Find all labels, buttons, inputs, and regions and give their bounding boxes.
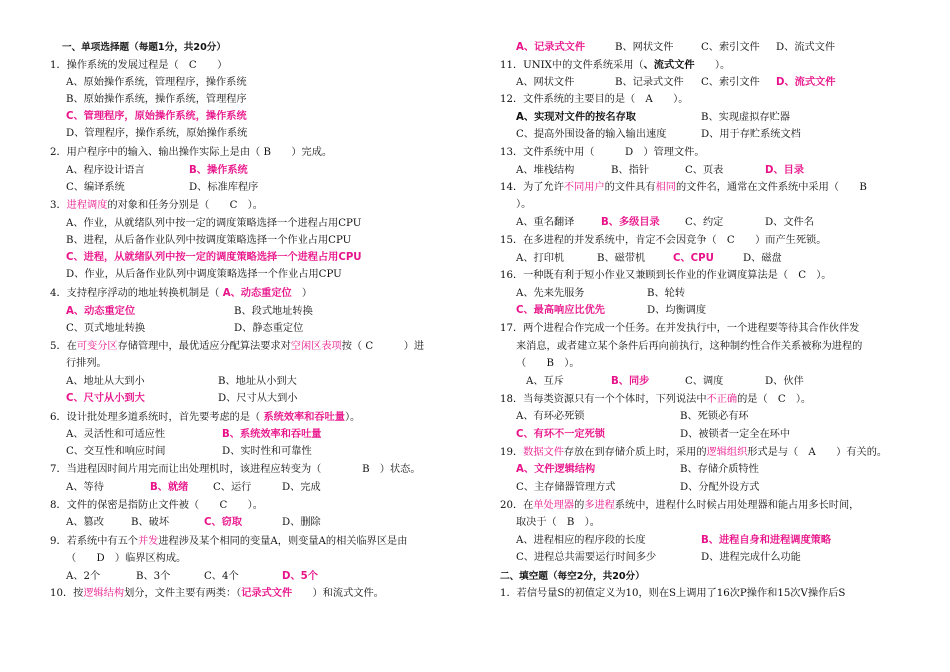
- answer-highlight: A、动态重定位: [222, 288, 292, 299]
- question-14-stem-line-2: ）。: [516, 199, 532, 210]
- question-20-stem-line-2: 取决于（ B ）。: [516, 517, 600, 528]
- question-9-stem: 9．若系统中有五个并发进程涉及某个相同的变量A，则变量A的相关临界区是由: [50, 536, 408, 547]
- question-18-option-a: A、有环必死锁: [516, 411, 585, 422]
- question-17-option-c: C、调度: [685, 376, 724, 387]
- question-1-stem: 1．操作系统的发展过程是（ C ）: [50, 60, 228, 71]
- question-17-stem: 17．两个进程合作完成一个任务。在并发执行中，一个进程要等待其合作伙伴发: [500, 323, 860, 334]
- question-20-option-b-answer: B、进程自身和进程调度策略: [701, 535, 832, 546]
- question-8-option-c-answer: C、窃取: [204, 517, 243, 528]
- question-1-option-c-answer: C、管理程序，原始操作系统，操作系统: [66, 111, 247, 122]
- question-15-stem: 15．在多进程的并发系统中，肯定不会因竞争（ C ）而产生死锁。: [500, 235, 827, 246]
- question-1-option-b: B、原始操作系统，操作系统，管理程序: [66, 94, 247, 105]
- question-1-option-d: D、管理程序，操作系统，原始操作系统: [66, 128, 248, 139]
- question-14-option-c: C、约定: [685, 217, 724, 228]
- question-10-option-c: C、索引文件: [701, 42, 760, 53]
- question-15-option-b: B、磁带机: [597, 253, 646, 264]
- question-13-option-d-answer: D、目录: [765, 165, 805, 176]
- question-19-stem: 19．数据文件存放在到存储介质上时，采用的逻辑组织形式是与（ A ）有关的。: [500, 447, 888, 458]
- question-11-option-c: C、索引文件: [701, 77, 760, 88]
- keyword-highlight: 进程调度: [66, 200, 108, 211]
- question-10-option-b: B、网状文件: [615, 42, 674, 53]
- question-20-option-a: A、进程相应的程序段的长度: [516, 535, 646, 546]
- question-4-option-d: D、静态重定位: [234, 323, 304, 334]
- question-18-option-d: D、被锁者一定全在环中: [680, 429, 791, 440]
- question-8-option-b: B、破坏: [131, 517, 170, 528]
- question-7-option-a: A、等待: [66, 482, 104, 493]
- question-6-option-c: C、交互性和响应时间: [66, 446, 166, 457]
- question-7-stem: 7．当进程因时间片用完而让出处理机时，该进程应转变为（ B ）状态。: [50, 464, 421, 475]
- question-3-option-d: D、作业，从后备作业队列中调度策略选择一个作业占用CPU: [66, 269, 342, 280]
- question-17-stem-line-2: 来消息，或者建立某个条件后再向前执行，这种制约性合作关系被称为进程的: [516, 341, 863, 352]
- question-13-option-c: C、页表: [685, 165, 724, 176]
- question-8-option-a: A、篡改: [66, 517, 104, 528]
- question-18-option-c-answer: C、有环不一定死锁: [516, 429, 605, 440]
- question-6-option-b-answer: B、系统效率和吞吐量: [222, 429, 322, 440]
- question-5-stem-line-2: 行排列。: [66, 358, 107, 369]
- question-11-option-a: A、网状文件: [516, 77, 575, 88]
- question-14-option-a: A、重名翻译: [516, 217, 575, 228]
- question-16-option-b: B、轮转: [647, 288, 686, 299]
- question-9-option-c: C、4个: [204, 571, 239, 582]
- question-19-option-a-answer: A、文件逻辑结构: [516, 464, 596, 475]
- question-6-option-d: D、实时性和可靠性: [222, 446, 312, 457]
- question-5-option-c-answer: C、尺寸从小到大: [66, 393, 145, 404]
- question-4-stem: 4．支持程序浮动的地址转换机制是（ A、动态重定位 ）: [50, 288, 313, 299]
- question-7-option-d: D、完成: [282, 482, 321, 493]
- question-13-option-b: B、指针: [611, 165, 650, 176]
- question-19-option-d: D、分配外设方式: [680, 482, 760, 493]
- question-17-option-b-answer: B、同步: [611, 376, 650, 387]
- question-9-option-a: A、2个: [66, 571, 101, 582]
- question-17-option-a: A、互斥: [526, 376, 564, 387]
- question-20-stem: 20．在单处理器的多进程系统中，进程什么时候占用处理器和能占用多长时间，: [500, 500, 860, 511]
- question-7-option-b-answer: B、就绪: [150, 482, 189, 493]
- section-2-title: 二、填空题（每空2分，共20分）: [500, 571, 645, 582]
- question-4-option-c: C、页式地址转换: [66, 323, 146, 334]
- question-12-option-c: C、提高外围设备的输入输出速度: [516, 129, 667, 140]
- question-17-option-d: D、伙伴: [765, 376, 804, 387]
- question-2-option-b-answer: B、操作系统: [189, 165, 248, 176]
- question-12-option-b: B、实现虚拟存贮器: [701, 112, 790, 123]
- question-4-option-a-answer: A、动态重定位: [66, 306, 136, 317]
- question-12-stem: 12．文件系统的主要目的是（ A ）。: [500, 94, 689, 105]
- question-16-stem: 16．一种既有利于短小作业又兼顾到长作业的作业调度算法是（ C ）。: [500, 270, 832, 281]
- question-2-option-d: D、标准库程序: [189, 182, 259, 193]
- question-18-option-b: B、死锁必有环: [680, 411, 749, 422]
- question-9-option-b: B、3个: [136, 571, 171, 582]
- question-19-option-c: C、主存储器管理方式: [516, 482, 616, 493]
- question-8-option-d: D、删除: [282, 517, 321, 528]
- question-2-stem: 2．用户程序中的输入、输出操作实际上是由（ B ）完成。: [50, 147, 333, 158]
- question-13-stem: 13．文件系统中用（ D ）管理文件。: [500, 147, 705, 158]
- question-5-option-b: B、地址从小到大: [218, 376, 297, 387]
- question-5-stem: 5．在可变分区存储管理中，最优适应分配算法要求对空闲区表项按（ C ）进: [50, 341, 425, 352]
- question-5-option-a: A、地址从大到小: [66, 376, 145, 387]
- question-13-option-a: A、堆栈结构: [516, 165, 575, 176]
- question-9-option-d-answer: D、5个: [282, 571, 318, 582]
- question-15-option-a: A、打印机: [516, 253, 565, 264]
- question-2-option-c: C、编译系统: [66, 182, 125, 193]
- question-17-stem-line-3: （ B ）。: [516, 358, 580, 369]
- question-15-option-d: D、磁盘: [743, 253, 782, 264]
- question-14-option-d: D、文件名: [765, 217, 814, 228]
- question-11-option-d-answer: D、流式文件: [776, 77, 836, 88]
- question-14-stem: 14．为了允许不同用户的文件具有相同的文件名，通常在文件系统中采用（ B: [500, 182, 867, 193]
- question-3-option-c-answer: C、进程，从就绪队列中按一定的调度策略选择一个进程占用CPU: [66, 252, 362, 263]
- question-9-stem-line-2: （ D ）临界区构成。: [66, 553, 187, 564]
- question-10-option-a-answer: A、记录式文件: [516, 42, 586, 53]
- fill-blank-1: 1．若信号量S的初值定义为10，则在S上调用了16次P操作和15次V操作后S: [500, 588, 846, 599]
- question-20-option-d: D、进程完成什么功能: [701, 552, 801, 563]
- question-10-stem: 10．按逻辑结构划分，文件主要有两类：（记录式文件 ）和流式文件。: [50, 588, 384, 599]
- question-16-option-a: A、先来先服务: [516, 288, 585, 299]
- question-6-option-a: A、灵活性和可适应性: [66, 429, 166, 440]
- question-11-option-b: B、记录式文件: [615, 77, 684, 88]
- question-4-option-b: B、段式地址转换: [234, 306, 313, 317]
- question-11-stem: 11．UNIX中的文件系统采用（、流式文件 ）。: [500, 60, 731, 71]
- question-16-option-d: D、均衡调度: [647, 305, 707, 316]
- question-16-option-c-answer: C、最高响应比优先: [516, 305, 605, 316]
- question-5-option-d: D、尺寸从大到小: [218, 393, 298, 404]
- question-19-option-b: B、存储介质特性: [680, 464, 759, 475]
- question-15-option-c-answer: C、CPU: [673, 253, 714, 264]
- question-3-stem: 3．进程调度的对象和任务分别是（ C ）。: [50, 200, 263, 211]
- question-3-option-a: A、作业，从就绪队列中按一定的调度策略选择一个进程占用CPU: [66, 218, 362, 229]
- question-6-stem: 6．设计批处理多道系统时，首先要考虑的是（ 系统效率和吞吐量）。: [50, 412, 361, 423]
- question-20-option-c: C、进程总共需要运行时间多少: [516, 552, 657, 563]
- question-18-stem: 18．当每类资源只有一个个体时，下列说法中不正确的是（ C ）。: [500, 394, 812, 405]
- question-1-option-a: A、原始操作系统，管理程序，操作系统: [66, 77, 247, 88]
- question-10-option-d: D、流式文件: [776, 42, 836, 53]
- question-12-option-a-answer: A、实现对文件的按名存取: [516, 112, 636, 123]
- question-12-option-d: D、用于存贮系统文档: [701, 129, 801, 140]
- section-1-title: 一、单项选择题（每题1分，共20分）: [62, 42, 226, 53]
- question-2-option-a: A、程序设计语言: [66, 165, 145, 176]
- question-8-stem: 8．文件的保密是指防止文件被（ C ）。: [50, 500, 263, 511]
- question-7-option-c: C、运行: [213, 482, 252, 493]
- question-14-option-b-answer: B、多级目录: [601, 217, 660, 228]
- question-3-option-b: B、进程，从后备作业队列中按调度策略选择一个作业占用CPU: [66, 235, 352, 246]
